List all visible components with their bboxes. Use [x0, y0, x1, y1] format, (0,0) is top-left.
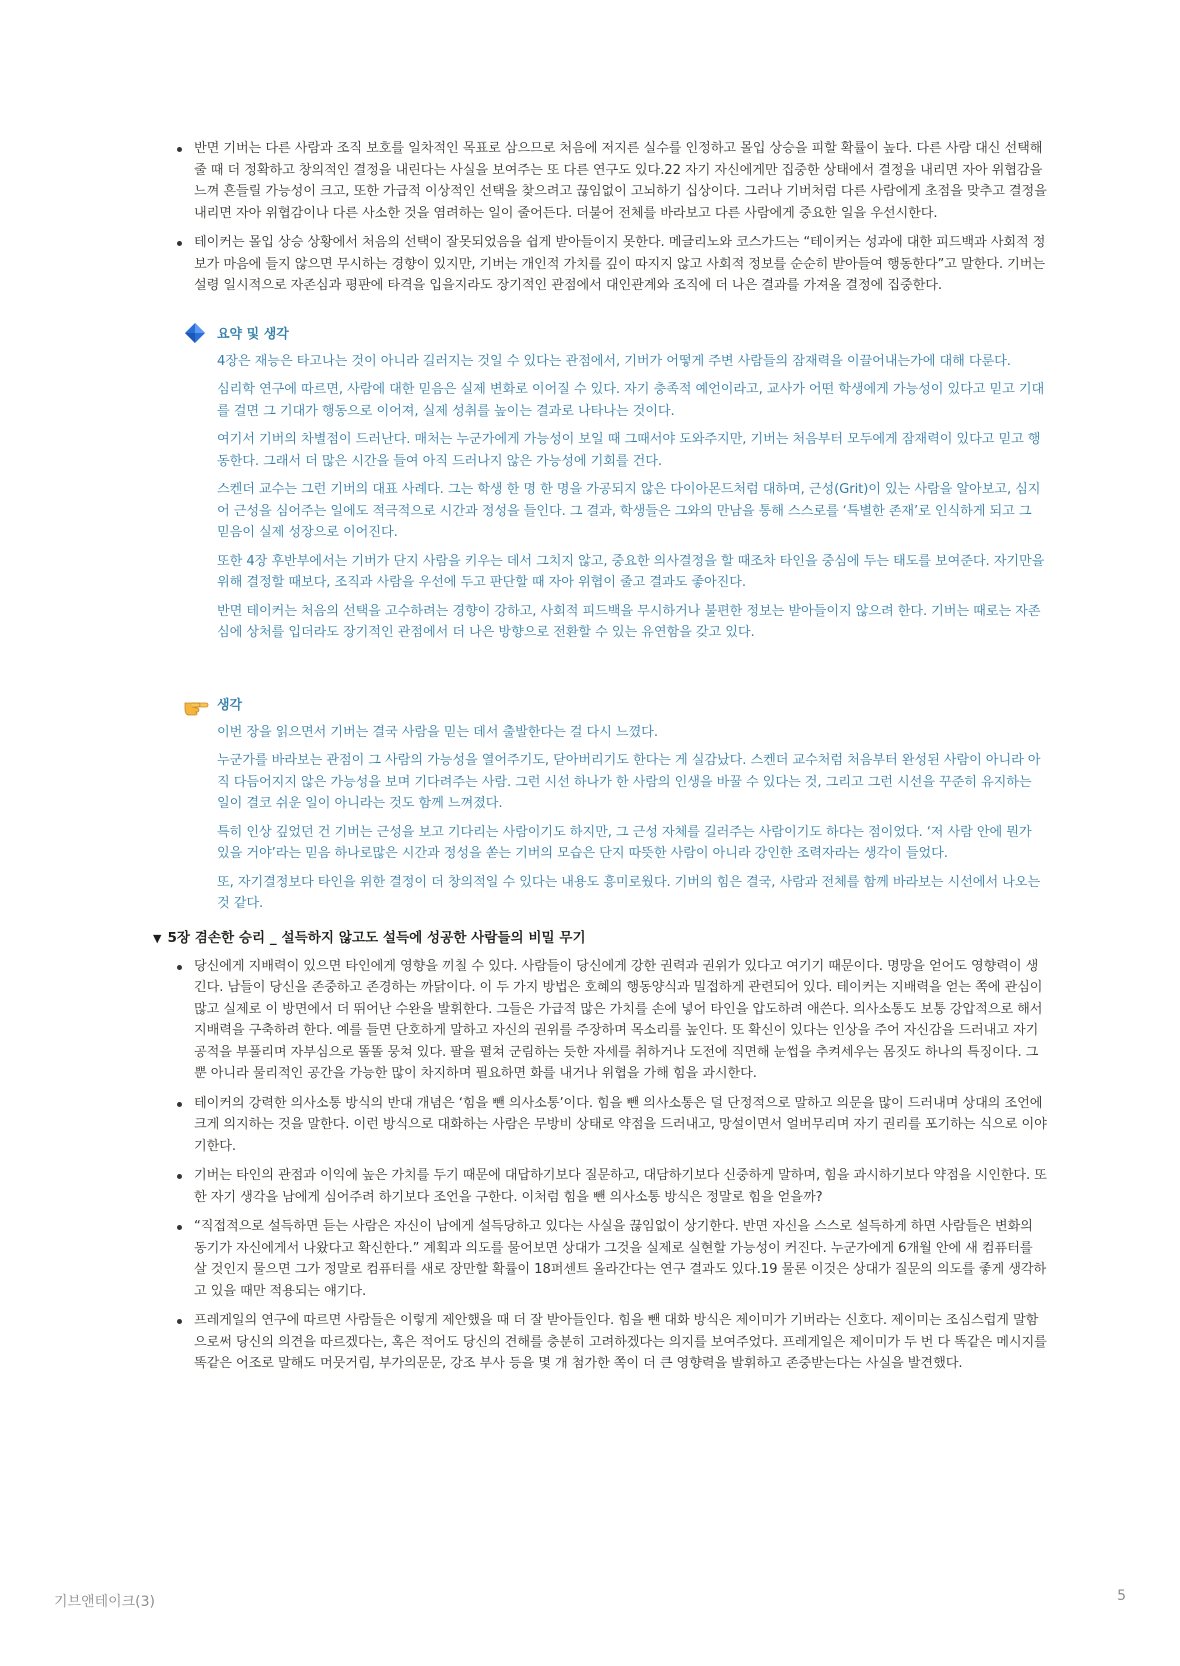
footer-doc-title: 기브앤테이크(3) — [54, 1594, 155, 1610]
summary-callout — [183, 321, 1048, 644]
toggle-arrow-icon[interactable]: ▼ — [153, 931, 162, 945]
thoughts-paragraph: 특히 인상 깊었던 건 기버는 근성을 보고 기다리는 사람이기도 하지만, 그 근성 자체를 길러주는 사람이기도 하다는 점이었다. ‘저 사람 안에 뭔가 있을 거야’라는 믿음 하나로많은 시간과 정성을 쏟는 기버의 모습은 단지 따뜻한 사람이 아니라 강인한 조력자라는 생각이 들었다. — [217, 824, 1032, 861]
bullet-list-chapter4 — [153, 138, 1048, 297]
summary-body — [183, 351, 1048, 644]
list-item: “직접적으로 설득하면 듣는 사람은 자신이 남에게 설득당하고 있다는 사실을 끊임없이 상기한다. 반면 자신을 스스로 설득하게 하면 사람들은 변화의 동기가 자신에게서 나왔다고 확신한다.” 계획과 의도를 물어보면 상대가 그것을 실제로 실현할 가능성이 커진다. 누군가에게 6개월 안에 새 컴퓨터를 살 것인지 물으면 그가 정말로 컴퓨터를 새로 장만할 확률이 18퍼센트 올라간다는 연구 결과도 있다.19 물론 이것은 상대가 질문의 의도를 좋게 생각하고 있을 때만 적용되는 얘기다. — [153, 1216, 1048, 1302]
bullet-list-chapter5 — [153, 956, 1048, 1375]
summary-paragraph: 심리학 연구에 따르면, 사람에 대한 믿음은 실제 변화로 이어질 수 있다. 자기 충족적 예언이라고, 교사가 어떤 학생에게 가능성이 있다고 믿고 기대를 걸면 그 기대가 행동으로 이어져, 실제 성취를 높이는 결과로 나타나는 것이다. — [217, 382, 1045, 419]
list-item: 반면 기버는 다른 사람과 조직 보호를 일차적인 목표로 삼으므로 처음에 저지른 실수를 인정하고 몰입 상승을 피할 확률이 높다. 다른 사람 대신 선택해줄 때 더 정확하고 창의적인 결정을 내린다는 사실을 보여주는 또 다른 연구도 있다.22 자기 자신에게만 집중한 상태에서 결정을 내리면 자아 위협감을 느껴 흔들릴 가능성이 크고, 또한 가급적 이상적인 선택을 찾으려고 끊임없이 고뇌하기 십상이다. 그러나 기버처럼 다른 사람에게 초점을 맞추고 결정을 내리면 자아 위협감이나 다른 사소한 것을 염려하는 일이 줄어든다. 더불어 전체를 바라보고 다른 사람에게 중요한 일을 우선시한다. — [153, 138, 1048, 224]
summary-paragraph: 스켄더 교수는 그런 기버의 대표 사례다. 그는 학생 한 명 한 명을 가공되지 않은 다이아몬드처럼 대하며, 근성(Grit)이 있는 사람을 알아보고, 심지어 근성을 심어주는 일에도 적극적으로 시간과 정성을 들인다. 그 결과, 학생들은 그와의 만남을 통해 스스로를 ‘특별한 존재’로 인식하게 되고 그 믿음이 실제 성장으로 이어진다. — [217, 482, 1041, 540]
pointing-hand-icon — [183, 692, 207, 716]
thoughts-paragraph: 또, 자기결정보다 타인을 위한 결정이 더 창의적일 수 있다는 내용도 흥미로웠다. 기버의 힘은 결국, 사람과 전체를 함께 바라보는 시선에서 나오는 것 같다. — [217, 874, 1041, 911]
chapter5-title: 5장 겸손한 승리 _ 설득하지 않고도 설득에 성공한 사람들의 비밀 무기 — [167, 929, 586, 946]
thoughts-paragraph: 누군가를 바라보는 관점이 그 사람의 가능성을 열어주기도, 닫아버리기도 한다는 게 실감났다. 스켄더 교수처럼 처음부터 완성된 사람이 아니라 아직 다듬어지지 않은 가능성을 보며 기다려주는 사람. 그런 시선 하나가 한 사람의 인생을 바꿀 수 있다는 것, 그리고 그런 시선을 꾸준히 유지하는 일이 결코 쉬운 일이 아니라는 것도 함께 느껴졌다. — [217, 753, 1041, 811]
summary-paragraph: 또한 4장 후반부에서는 기버가 단지 사람을 키우는 데서 그치지 않고, 중요한 의사결정을 할 때조차 타인을 중심에 두는 태도를 보여준다. 자기만을 위해 결정할 때보다, 조직과 사람을 우선에 두고 판단할 때 자아 위협이 줄고 결과도 좋아진다. — [217, 553, 1045, 590]
list-item: 당신에게 지배력이 있으면 타인에게 영향을 끼칠 수 있다. 사람들이 당신에게 강한 권력과 권위가 있다고 여기기 때문이다. 명망을 얻어도 영향력이 생긴다. 남들이 당신을 존중하고 존경하는 까닭이다. 이 두 가지 방법은 호혜의 행동양식과 밀접하게 관련되어 있다. 테이커는 지배력을 얻는 쪽에 관심이 많고 실제로 이 방면에서 더 뛰어난 수완을 발휘한다. 그들은 가급적 많은 가치를 손에 넣어 타인을 압도하려 애쓴다. 의사소통도 보통 강압적으로 해서 지배력을 구축하려 한다. 예를 들면 단호하게 말하고 자신의 권위를 주장하며 목소리를 높인다. 또 확신이 있다는 인상을 주어 자신감을 드러내고 자기 공적을 부풀리며 자부심으로 똘똘 뭉쳐 있다. 팔을 펼쳐 군림하는 듯한 자세를 취하거나 도전에 직면해 눈썹을 추켜세우는 몸짓도 하나의 특징이다. 그뿐 아니라 물리적인 공간을 가능한 많이 차지하며 필요하면 화를 내거나 위협을 가해 힘을 과시한다. — [153, 956, 1048, 1085]
summary-paragraph: 여기서 기버의 차별점이 드러난다. 매처는 누군가에게 가능성이 보일 때 그때서야 도와주지만, 기버는 처음부터 모두에게 잠재력이 있다고 믿고 행동한다. 그래서 더 많은 시간을 들여 아직 드러나지 않은 가능성에 기회를 건다. — [217, 432, 1041, 469]
chapter5-toggle[interactable] — [153, 927, 1048, 949]
summary-paragraph: 4장은 재능은 타고나는 것이 아니라 길러지는 것일 수 있다는 관점에서, 기버가 어떻게 주변 사람들의 잠재력을 이끌어내는가에 대해 다룬다. — [217, 353, 1011, 369]
list-item: 테이커는 몰입 상승 상황에서 처음의 선택이 잘못되었음을 쉽게 받아들이지 못한다. 메글리노와 코스가드는 “테이커는 성과에 대한 피드백과 사회적 정보가 마음에 들지 않으면 무시하는 경향이 있지만, 기버는 개인적 가치를 깊이 따지지 않고 사회적 정보를 순순히 받아들여 행동한다”고 말한다. 기버는 설령 일시적으로 자존심과 평판에 타격을 입을지라도 장기적인 관점에서 대인관계와 조직에 더 나은 결과를 가져올 결정에 집중한다. — [153, 232, 1048, 297]
list-item: 테이커의 강력한 의사소통 방식의 반대 개념은 ‘힘을 뺀 의사소통’이다. 힘을 뺀 의사소통은 덜 단정적으로 말하고 의문을 많이 드러내며 상대의 조언에 크게 의지하는 것을 말한다. 이런 방식으로 대화하는 사람은 무방비 상태로 약점을 드러내고, 망설이면서 얼버무리며 자기 권리를 포기하는 식으로 이야기한다. — [153, 1093, 1048, 1158]
thoughts-body — [183, 722, 1048, 915]
thoughts-paragraph: 이번 장을 읽으면서 기버는 결국 사람을 믿는 데서 출발한다는 걸 다시 느꼈다. — [217, 724, 658, 740]
summary-paragraph: 반면 테이커는 처음의 선택을 고수하려는 경향이 강하고, 사회적 피드백을 무시하거나 불편한 정보는 받아들이지 않으려 한다. 기버는 때로는 자존심에 상처를 입더라도 장기적인 관점에서 더 나은 방향으로 전환할 수 있는 유연함을 갖고 있다. — [217, 603, 1041, 640]
blue-diamond-icon — [183, 321, 207, 345]
list-item: 기버는 타인의 관점과 이익에 높은 가치를 두기 때문에 대답하기보다 질문하고, 대담하기보다 신중하게 말하며, 힘을 과시하기보다 약점을 시인한다. 또한 자기 생각을 남에게 심어주려 하기보다 조언을 구한다. 이처럼 힘을 뺀 의사소통 방식은 정말로 힘을 얻을까? — [153, 1165, 1048, 1208]
footer-page-number: 5 — [1117, 1588, 1126, 1604]
list-item: 프레게일의 연구에 따르면 사람들은 이렇게 제안했을 때 더 잘 받아들인다. 힘을 뺀 대화 방식은 제이미가 기버라는 신호다. 제이미는 조심스럽게 말함으로써 당신의 의견을 따르겠다는, 혹은 적어도 당신의 견해를 충분히 고려하겠다는 의지를 보여주었다. 프레게일은 제이미가 두 번 다 똑같은 메시지를 똑같은 어조로 말해도 머뭇거림, 부가의문문, 강조 부사 등을 몇 개 첨가한 쪽이 더 큰 영향력을 발휘하고 존중받는다는 사실을 발견했다. — [153, 1310, 1048, 1375]
summary-title: 요약 및 생각 — [217, 327, 289, 342]
thoughts-callout — [183, 692, 1048, 915]
thoughts-title: 생각 — [217, 698, 243, 713]
page-content — [153, 138, 1048, 1383]
